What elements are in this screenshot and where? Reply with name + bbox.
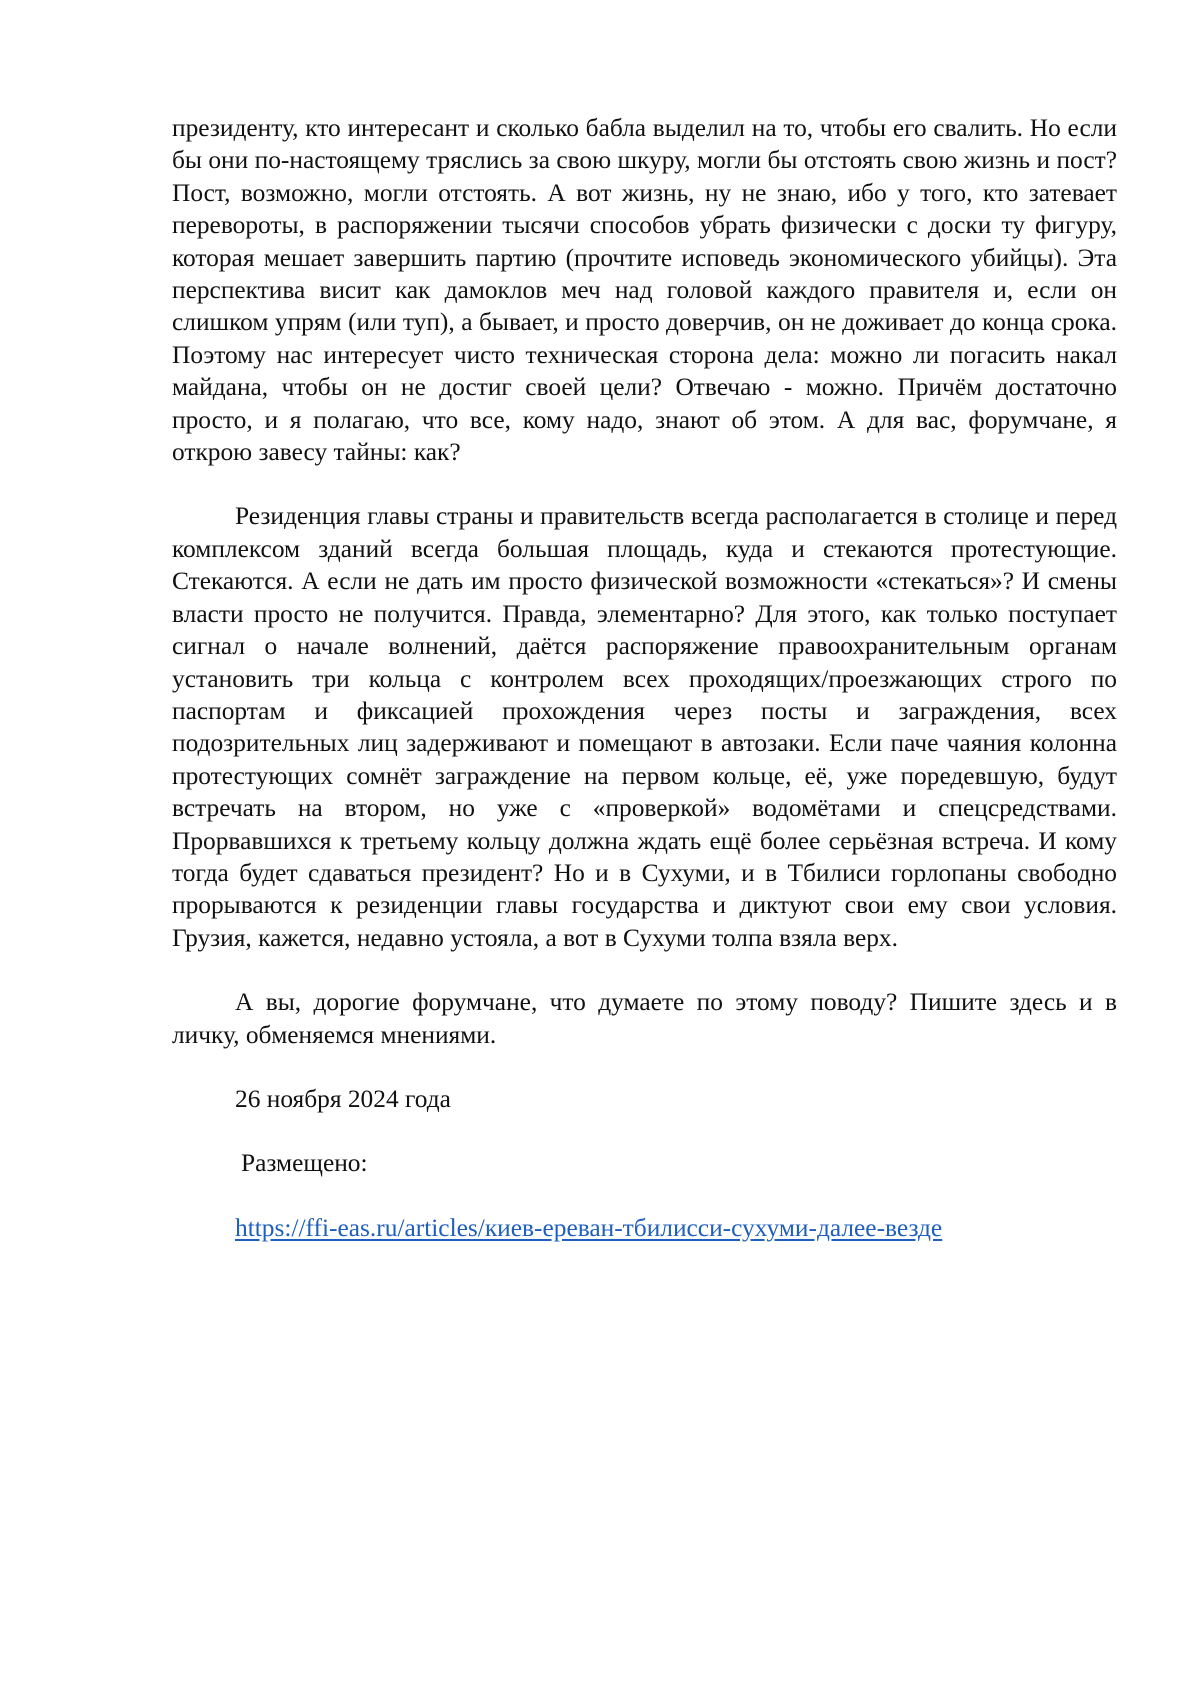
date-line: 26 ноября 2024 года bbox=[235, 1084, 451, 1113]
article-link-line bbox=[235, 1212, 1117, 1244]
article-link[interactable]: https://ffi-eas.ru/articles/киев-ереван-тбилисси-сухуми-далее-везде bbox=[235, 1213, 943, 1242]
document-body bbox=[172, 112, 1117, 1244]
paragraph-2: Резиденция главы страны и правительств всегда располагается в столице и перед комплексом зданий всегда большая площадь, куда и стекаются протестующие. Стекаются. А если не дать им просто физической возможности «стекаться»? И смены власти просто не получится. Правда, элементарно? Для этого, как только поступает сигнал о начале волнений, даётся распоряжение правоохранительным органам установить три кольца с контролем всех проходящих/проезжающих строго по паспортам и фиксацией прохождения через посты и заграждения, всех подозрительных лиц задерживают и помещают в автозаки. Если паче чаяния колонна протестующих сомнёт заграждение на первом кольце, её, уже поредевшую, будут встречать на втором, но уже с «проверкой» водомётами и спецсредствами. Прорвавшихся к третьему кольцу должна ждать ещё более серьёзная встреча. И кому тогда будет сдаваться президент? Но и в Сухуми, и в Тбилиси горлопаны свободно прорываются к резиденции главы государства и диктуют свои ему свои условия. Грузия, кажется, недавно устояла, а вот в Сухуми толпа взяла верх. bbox=[172, 502, 1117, 952]
paragraph-3: А вы, дорогие форумчане, что думаете по этому поводу? Пишите здесь и в личку, обменяемся мнениями. bbox=[172, 988, 1117, 1049]
posted-label: Размещено: bbox=[241, 1149, 368, 1178]
paragraph-1: президенту, кто интересант и сколько бабла выделил на то, чтобы его свалить. Но если бы они по-настоящему тряслись за свою шкуру, могли бы отстоять свою жизнь и пост? Пост, возможно, могли отстоять. А вот жизнь, ну не знаю, ибо у того, кто затевает перевороты, в распоряжении тысячи способов убрать физически с доски ту фигуру, которая мешает завершить партию (прочтите исповедь экономического убийцы). Эта перспектива висит как дамоклов меч над головой каждого правителя и, если он слишком упрям (или туп), а бывает, и просто доверчив, он не доживает до конца срока. Поэтому нас интересует чисто техническая сторона дела: можно ли погасить накал майдана, чтобы он не достиг своей цели? Отвечаю - можно. Причём достаточно просто, и я полагаю, что все, кому надо, знают об этом. А для вас, форумчане, я открою завесу тайны: как? bbox=[172, 114, 1117, 467]
